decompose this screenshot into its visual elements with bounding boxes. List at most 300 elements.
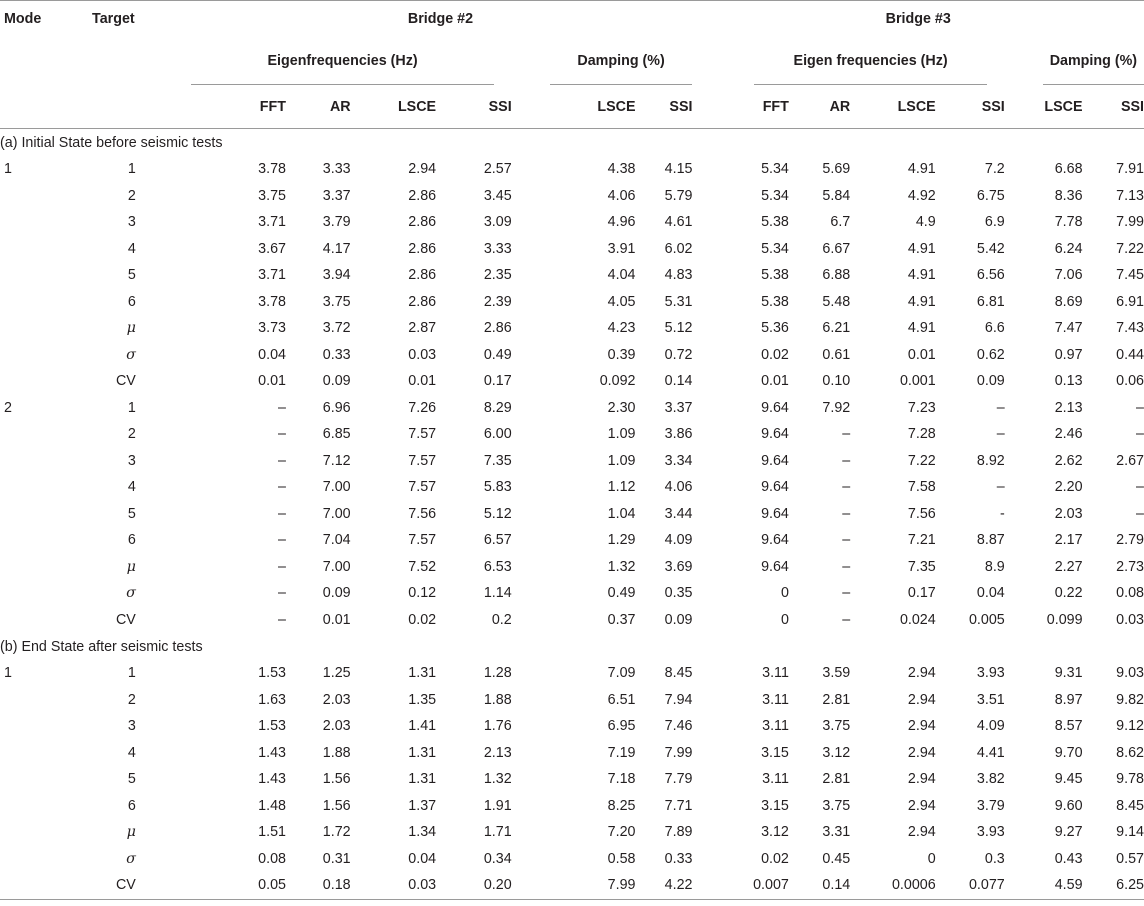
value-cell: 8.87 <box>976 532 1005 549</box>
table-row <box>0 474 1144 501</box>
value-cell: 5.34 <box>761 161 789 178</box>
value-cell: 3.71 <box>258 214 286 231</box>
value-cell: 7.52 <box>408 558 437 575</box>
value-cell: 6.02 <box>664 240 693 257</box>
value-cell: 2.73 <box>1116 558 1144 575</box>
table-row <box>0 156 1144 183</box>
value-cell: 0.03 <box>1116 611 1144 628</box>
value-cell: 6.00 <box>483 426 512 443</box>
value-cell: 6.81 <box>976 293 1005 310</box>
value-cell: 3.79 <box>322 214 351 231</box>
value-cell: 1.09 <box>607 426 636 443</box>
value-cell: 2.62 <box>1054 452 1083 469</box>
mode-cell <box>0 554 92 581</box>
value-cell: – <box>842 505 851 522</box>
value-cell: – <box>842 426 851 443</box>
value-cell: 7.22 <box>1116 240 1144 257</box>
value-cell: 8.9 <box>984 558 1005 575</box>
value-cell: 3.93 <box>976 824 1005 841</box>
value-cell: 2.94 <box>907 744 936 761</box>
value-cell: 4.96 <box>607 214 636 231</box>
value-cell: – <box>278 452 286 469</box>
col-header: LSCE <box>1005 85 1083 129</box>
value-cell: 1.71 <box>483 824 512 841</box>
table-row <box>0 421 1144 448</box>
value-cell: 8.97 <box>1054 691 1083 708</box>
target-cell: 2 <box>127 187 136 204</box>
target-cell: 5 <box>127 267 136 284</box>
value-cell: 9.45 <box>1054 771 1083 788</box>
value-cell: 9.64 <box>761 479 789 496</box>
value-cell: 6.68 <box>1054 161 1083 178</box>
target-cell: μ <box>126 824 136 841</box>
value-cell: 0 <box>780 585 789 602</box>
value-cell: 0.001 <box>899 373 936 390</box>
value-cell: 1.12 <box>607 479 636 496</box>
value-cell: 7.45 <box>1116 267 1144 284</box>
value-cell: 7.20 <box>607 824 636 841</box>
value-cell: 0.09 <box>322 585 351 602</box>
target-cell: 1 <box>127 161 136 178</box>
table-row <box>0 315 1144 342</box>
value-cell: 3.75 <box>322 293 351 310</box>
value-cell: 4.05 <box>607 293 636 310</box>
value-cell: 4.91 <box>907 293 936 310</box>
table-row <box>0 236 1144 263</box>
value-cell: 4.22 <box>636 872 693 899</box>
target-cell: CV <box>115 611 136 628</box>
table-row <box>0 872 1144 899</box>
col-header: AR <box>286 85 351 129</box>
value-cell: 3.11 <box>762 691 789 708</box>
value-cell: 0.04 <box>976 585 1005 602</box>
value-cell: 0.04 <box>258 346 286 363</box>
value-cell: 0.31 <box>322 850 351 867</box>
mode-cell <box>0 342 92 369</box>
value-cell: 2.17 <box>1054 532 1083 549</box>
value-cell: 4.06 <box>664 479 693 496</box>
value-cell: 0.14 <box>664 373 693 390</box>
value-cell: – <box>1136 399 1144 416</box>
bridge2-header: Bridge #2 <box>188 1 692 38</box>
value-cell: 6.67 <box>822 240 851 257</box>
value-cell: 4.91 <box>907 320 936 337</box>
value-cell: 0.72 <box>664 346 693 363</box>
col-header: SSI <box>636 85 693 129</box>
value-cell: 2.86 <box>408 240 437 257</box>
value-cell: 9.64 <box>761 399 789 416</box>
value-cell: 4.04 <box>607 267 636 284</box>
target-cell: 5 <box>127 505 136 522</box>
mode-cell: 1 <box>4 665 12 682</box>
value-cell: 0.2 <box>491 611 512 628</box>
col-header: FFT <box>188 85 286 129</box>
value-cell: – <box>278 479 286 496</box>
mode-cell <box>0 607 92 634</box>
value-cell: 1.53 <box>258 665 286 682</box>
value-cell: 0.08 <box>258 850 286 867</box>
value-cell: 2.86 <box>408 187 437 204</box>
value-cell: 3.44 <box>664 505 693 522</box>
value-cell: 3.86 <box>664 426 693 443</box>
value-cell: – <box>842 585 851 602</box>
value-cell: 7.57 <box>408 479 437 496</box>
mode-cell <box>0 262 92 289</box>
table-header <box>0 1 1144 129</box>
value-cell: 7.78 <box>1054 214 1083 231</box>
value-cell: 6.95 <box>607 718 636 735</box>
target-cell: 1 <box>127 665 136 682</box>
value-cell: 4.38 <box>607 161 636 178</box>
target-cell: μ <box>126 320 136 337</box>
value-cell: 3.91 <box>607 240 636 257</box>
value-cell: - <box>999 505 1005 522</box>
value-cell: 7.57 <box>408 426 437 443</box>
value-cell: 7.79 <box>664 771 693 788</box>
target-cell: 3 <box>127 214 136 231</box>
value-cell: 2.94 <box>907 771 936 788</box>
mode-cell <box>0 474 92 501</box>
value-cell: 2.86 <box>483 320 512 337</box>
value-cell: – <box>842 452 851 469</box>
value-cell: 0.0006 <box>850 872 935 899</box>
value-cell: 2.94 <box>907 824 936 841</box>
value-cell: 6.53 <box>483 558 512 575</box>
value-cell: 0.49 <box>607 585 636 602</box>
value-cell: 2.79 <box>1116 532 1144 549</box>
mode-cell <box>0 289 92 316</box>
value-cell: 7.46 <box>664 718 693 735</box>
value-cell: 9.60 <box>1054 797 1083 814</box>
value-cell: 1.04 <box>607 505 636 522</box>
value-cell: 6.96 <box>322 399 351 416</box>
value-cell: 0.3 <box>984 850 1005 867</box>
value-cell: 1.31 <box>408 771 437 788</box>
col-header: LSCE <box>850 85 935 129</box>
value-cell: 7.58 <box>907 479 936 496</box>
mode-cell <box>0 315 92 342</box>
value-cell: 2.27 <box>1054 558 1083 575</box>
value-cell: 0.03 <box>351 872 436 899</box>
table-body <box>0 129 1144 900</box>
value-cell: 8.62 <box>1116 744 1144 761</box>
value-cell: 9.31 <box>1054 665 1083 682</box>
value-cell: 2.35 <box>483 267 512 284</box>
value-cell: 9.64 <box>761 452 789 469</box>
mode-cell <box>0 819 92 846</box>
value-cell: 0.05 <box>188 872 286 899</box>
value-cell: 3.94 <box>322 267 351 284</box>
value-cell: 1.37 <box>408 797 437 814</box>
value-cell: 2.94 <box>408 161 437 178</box>
value-cell: 3.82 <box>976 771 1005 788</box>
value-cell: 8.29 <box>483 399 512 416</box>
value-cell: 3.69 <box>664 558 693 575</box>
value-cell: 4.91 <box>907 267 936 284</box>
value-cell: 7.71 <box>664 797 693 814</box>
value-cell: 2.67 <box>1116 452 1144 469</box>
target-cell: 4 <box>127 240 136 257</box>
value-cell: 0.13 <box>1054 373 1083 390</box>
value-cell: 3.51 <box>976 691 1005 708</box>
value-cell: 3.67 <box>258 240 286 257</box>
value-cell: 0.18 <box>286 872 351 899</box>
value-cell: 3.59 <box>822 665 851 682</box>
b2-eigenfrequency-header: Eigenfrequencies (Hz) <box>191 37 493 85</box>
mode-cell <box>0 236 92 263</box>
value-cell: 6.24 <box>1054 240 1083 257</box>
value-cell: 2.94 <box>907 718 936 735</box>
value-cell: 2.39 <box>483 293 512 310</box>
value-cell: 0.35 <box>664 585 693 602</box>
table-row <box>0 183 1144 210</box>
value-cell: 0 <box>780 611 789 628</box>
b3-damping-header: Damping (%) <box>1043 37 1144 85</box>
value-cell: 3.71 <box>258 267 286 284</box>
table-row <box>0 289 1144 316</box>
value-cell: 1.28 <box>483 665 512 682</box>
col-header: LSCE <box>351 85 436 129</box>
value-cell: 0.01 <box>408 373 437 390</box>
table-row <box>0 660 1144 687</box>
value-cell: 0.099 <box>1046 611 1083 628</box>
value-cell: 0.02 <box>761 850 789 867</box>
value-cell: 5.84 <box>822 187 851 204</box>
value-cell: 7.12 <box>322 452 351 469</box>
mode-cell: 2 <box>4 399 12 416</box>
value-cell: 8.45 <box>664 665 693 682</box>
value-cell: 8.36 <box>1054 187 1083 204</box>
value-cell: 0.61 <box>822 346 851 363</box>
value-cell: 3.15 <box>761 744 789 761</box>
value-cell: 0.33 <box>322 346 351 363</box>
mode-cell <box>0 687 92 714</box>
value-cell: 1.91 <box>483 797 512 814</box>
table-row <box>0 819 1144 846</box>
col-header: SSI <box>436 85 512 129</box>
value-cell: 7.21 <box>907 532 936 549</box>
value-cell: 7.99 <box>512 872 636 899</box>
value-cell: 7.26 <box>408 399 437 416</box>
value-cell: 2.03 <box>1054 505 1083 522</box>
value-cell: 0.01 <box>761 373 789 390</box>
value-cell: 6.75 <box>976 187 1005 204</box>
value-cell: 6.9 <box>984 214 1005 231</box>
value-cell: 1.56 <box>322 771 351 788</box>
value-cell: 9.70 <box>1054 744 1083 761</box>
mode-cell <box>0 501 92 528</box>
value-cell: 1.09 <box>607 452 636 469</box>
value-cell: 3.12 <box>761 824 789 841</box>
value-cell: 4.59 <box>1005 872 1083 899</box>
value-cell: 2.87 <box>408 320 437 337</box>
value-cell: 4.23 <box>607 320 636 337</box>
mode-cell <box>0 872 92 899</box>
value-cell: – <box>842 558 851 575</box>
value-cell: 0.092 <box>599 373 636 390</box>
value-cell: 0 <box>927 850 936 867</box>
value-cell: – <box>842 532 851 549</box>
value-cell: 3.72 <box>322 320 351 337</box>
value-cell: 0.49 <box>483 346 512 363</box>
value-cell: 3.34 <box>664 452 693 469</box>
value-cell: 3.11 <box>762 718 789 735</box>
value-cell: 3.12 <box>822 744 851 761</box>
target-cell: 4 <box>127 744 136 761</box>
value-cell: 2.30 <box>607 399 636 416</box>
col-header: LSCE <box>512 85 636 129</box>
value-cell: 5.36 <box>761 320 789 337</box>
value-cell: 1.43 <box>258 744 286 761</box>
value-cell: 3.31 <box>822 824 851 841</box>
value-cell: 1.51 <box>258 824 286 841</box>
value-cell: 3.11 <box>762 771 789 788</box>
value-cell: 8.57 <box>1054 718 1083 735</box>
value-cell: 2.13 <box>483 744 512 761</box>
value-cell: – <box>996 479 1005 496</box>
value-cell: – <box>842 611 851 628</box>
value-cell: 4.09 <box>976 718 1005 735</box>
table-row <box>0 846 1144 873</box>
value-cell: 0.01 <box>907 346 936 363</box>
value-cell: 0.10 <box>822 373 851 390</box>
value-cell: 1.72 <box>322 824 351 841</box>
value-cell: 7.28 <box>907 426 936 443</box>
value-cell: 7.04 <box>322 532 351 549</box>
mode-cell: 1 <box>4 161 12 178</box>
value-cell: 1.31 <box>408 744 437 761</box>
value-cell: 3.37 <box>322 187 351 204</box>
value-cell: 7.23 <box>907 399 936 416</box>
value-cell: 3.75 <box>822 718 851 735</box>
value-cell: 0.58 <box>607 850 636 867</box>
value-cell: 0.62 <box>976 346 1005 363</box>
target-cell: σ <box>126 346 136 363</box>
value-cell: 2.86 <box>408 214 437 231</box>
value-cell: 2.46 <box>1054 426 1083 443</box>
value-cell: – <box>996 399 1005 416</box>
value-cell: 0.34 <box>483 850 512 867</box>
value-cell: 1.32 <box>483 771 512 788</box>
value-cell: 1.32 <box>607 558 636 575</box>
value-cell: 1.48 <box>258 797 286 814</box>
value-cell: 0.02 <box>761 346 789 363</box>
table-row <box>0 262 1144 289</box>
value-cell: 3.73 <box>258 320 286 337</box>
value-cell: 0.08 <box>1116 585 1144 602</box>
value-cell: 1.41 <box>408 718 437 735</box>
value-cell: – <box>278 505 286 522</box>
value-cell: 0.01 <box>322 611 351 628</box>
value-cell: 6.91 <box>1116 293 1144 310</box>
mode-cell <box>0 527 92 554</box>
value-cell: 7.99 <box>1116 214 1144 231</box>
value-cell: 6.51 <box>607 691 636 708</box>
value-cell: – <box>278 532 286 549</box>
value-cell: 0.01 <box>258 373 286 390</box>
value-cell: 7.56 <box>408 505 437 522</box>
value-cell: 6.25 <box>1083 872 1144 899</box>
value-cell: 0.09 <box>322 373 351 390</box>
value-cell: 3.09 <box>483 214 512 231</box>
value-cell: 0.45 <box>822 850 851 867</box>
value-cell: 6.88 <box>822 267 851 284</box>
col-header: SSI <box>936 85 1005 129</box>
value-cell: – <box>842 479 851 496</box>
value-cell: 2.94 <box>907 665 936 682</box>
value-cell: 4.15 <box>664 161 693 178</box>
value-cell: 0.37 <box>607 611 636 628</box>
value-cell: 7.00 <box>322 505 351 522</box>
value-cell: 8.25 <box>607 797 636 814</box>
section-title: (a) Initial State before seismic tests <box>0 134 223 151</box>
value-cell: 9.64 <box>761 505 789 522</box>
mode-cell <box>0 421 92 448</box>
value-cell: 6.21 <box>822 320 851 337</box>
value-cell: 4.91 <box>907 240 936 257</box>
value-cell: 4.92 <box>907 187 936 204</box>
value-cell: 2.94 <box>907 797 936 814</box>
mode-cell <box>0 209 92 236</box>
table-row <box>0 687 1144 714</box>
value-cell: 0.09 <box>664 611 693 628</box>
value-cell: 3.75 <box>258 187 286 204</box>
value-cell: 1.29 <box>607 532 636 549</box>
value-cell: 9.78 <box>1116 771 1144 788</box>
value-cell: – <box>1136 426 1144 443</box>
value-cell: 0.39 <box>607 346 636 363</box>
value-cell: 4.91 <box>907 161 936 178</box>
value-cell: 9.64 <box>761 426 789 443</box>
value-cell: 6.56 <box>976 267 1005 284</box>
value-cell: – <box>278 611 286 628</box>
bridge3-header: Bridge #3 <box>692 1 1144 38</box>
value-cell: 5.31 <box>664 293 693 310</box>
mode-cell <box>0 448 92 475</box>
value-cell: 1.63 <box>258 691 286 708</box>
value-cell: 7.99 <box>664 744 693 761</box>
value-cell: 3.11 <box>762 665 789 682</box>
value-cell: 7.94 <box>664 691 693 708</box>
value-cell: 0.024 <box>899 611 936 628</box>
target-cell: 5 <box>127 771 136 788</box>
value-cell: 0.17 <box>907 585 936 602</box>
value-cell: – <box>278 399 286 416</box>
value-cell: 2.03 <box>322 718 351 735</box>
value-cell: 7.47 <box>1054 320 1083 337</box>
target-cell: 6 <box>127 293 136 310</box>
target-cell: CV <box>92 872 136 899</box>
mode-cell <box>0 766 92 793</box>
table-row <box>0 766 1144 793</box>
value-cell: – <box>278 585 286 602</box>
value-cell: 5.12 <box>664 320 693 337</box>
value-cell: 0.14 <box>789 872 850 899</box>
value-cell: 0.43 <box>1054 850 1083 867</box>
value-cell: 3.78 <box>258 161 286 178</box>
value-cell: – <box>996 426 1005 443</box>
table-row <box>0 448 1144 475</box>
value-cell: 7.57 <box>408 452 437 469</box>
value-cell: 0.57 <box>1116 850 1144 867</box>
table-row <box>0 713 1144 740</box>
table-row <box>0 342 1144 369</box>
value-cell: 7.35 <box>483 452 512 469</box>
value-cell: 9.12 <box>1116 718 1144 735</box>
table-row <box>0 607 1144 634</box>
value-cell: 0.17 <box>483 373 512 390</box>
value-cell: 5.42 <box>976 240 1005 257</box>
